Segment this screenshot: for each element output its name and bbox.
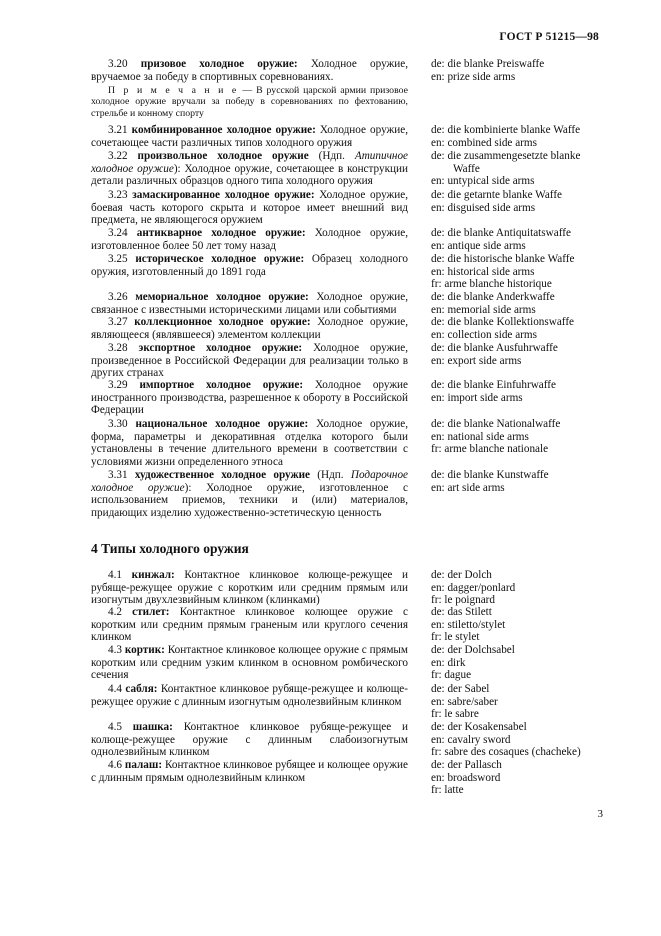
translations: de: der Pallasch en: broadsword fr: latte	[431, 759, 502, 796]
section-heading: 4 Типы холодного оружия	[91, 541, 249, 556]
translations: de: die zusammengesetzte blanke Waffe en: untypical side arms	[431, 150, 581, 187]
definition: 4.6 палаш: Контактное клинковое рубящее и колющее оружие с длинным прямым однолезвийным клинком	[91, 759, 408, 784]
term: антикварное холодное оружие:	[136, 227, 306, 239]
translations: de: die blanke Ausfuhrwaffe en: export side arms	[431, 342, 558, 367]
translations: de: die blanke Kollektionswaffe en: collection side arms	[431, 316, 575, 341]
translations: de: die blanke Anderkwaffe en: memorial side arms	[431, 291, 555, 316]
translations: de: der Kosakensabel en: cavalry sword fr: sabre des cosaques (chacheke)	[431, 721, 581, 758]
term: комбинированное холодное оружие:	[131, 124, 316, 136]
page-number: 3	[597, 808, 603, 820]
term: кортик:	[124, 644, 165, 656]
translations: de: die blanke Kunstwaffe en: art side arms	[431, 469, 549, 494]
term: импортное холодное оружие:	[139, 379, 304, 391]
definition: 3.20 призовое холодное оружие: Холодное оружие, вручаемое за победу в спортивных соревнованиях.	[91, 58, 409, 83]
term: экспортное холодное оружие:	[138, 342, 303, 354]
definition: 4.3 кортик: Контактное клинковое колющее оружие с прямым коротким или средним узким клинком в основном ромбического сечения	[91, 644, 408, 681]
term: художественное холодное оружие	[134, 469, 310, 481]
definition: 3.31 художественное холодное оружие (Ндп. Подарочное холодное оружие): Холодное оружие, изготовленное с использованием приемов, техники и (или) материалов, придающих изделию художественно-эстетическую ценность	[91, 469, 409, 519]
term: палаш:	[124, 759, 163, 771]
definition: 3.27 коллекционное холодное оружие: Холодное оружие, являющееся (являвшееся) элементом коллекции	[91, 316, 409, 341]
term: историческое холодное оружие:	[135, 253, 305, 265]
definition: 4.2 стилет: Контактное клинковое колющее оружие с коротким или средним прямым граненым или круглого сечения клинком	[91, 606, 409, 643]
note-label: П р и м е ч а н и е	[108, 85, 239, 96]
translations: de: der Sabel en: sabre/saber fr: le sabre	[431, 683, 498, 720]
term: коллекционное холодное оружие:	[134, 316, 311, 328]
translations: de: die blanke Antiquitatswaffe en: antique side arms	[431, 227, 571, 252]
term: национальное холодное оружие:	[135, 418, 309, 430]
definition: 4.1 кинжал: Контактное клинковое колюще-режущее и рубяще-режущее оружие с коротким или средним прямым или изогнутым двухлезвийным клинком (клинками)	[91, 569, 408, 606]
definition: 3.21 комбинированное холодное оружие: Холодное оружие, сочетающее части различных типов холодного оружия	[91, 124, 409, 149]
document-id-header: ГОСТ Р 51215—98	[499, 31, 599, 43]
translations: de: die blanke Nationalwaffe en: national side arms fr: arme blanche nationale	[431, 418, 561, 455]
term: сабля:	[125, 683, 158, 695]
definition: 3.29 импортное холодное оружие: Холодное оружие иностранного производства, разрешенное к обороту в Российской Федерации	[91, 379, 409, 416]
translations: de: der Dolchsabel en: dirk fr: dague	[431, 644, 515, 681]
definition: 3.22 произвольное холодное оружие (Ндп. Атипичное холодное оружие): Холодное оружие, сочетающее в конструкции детали различных образцов одного типа холодного оружия	[91, 150, 409, 187]
translations: de: die blanke Preiswaffe en: prize side arms	[431, 58, 545, 83]
definition: 3.30 национальное холодное оружие: Холодное оружие, форма, параметры и декоративная отделка которого были установлены в течение длительного времени в соответствии с условиями жизни определенного этноса	[91, 418, 409, 468]
definition: 3.26 мемориальное холодное оружие: Холодное оружие, связанное с известными историческими лицами или событиями	[91, 291, 409, 316]
term: шашка:	[132, 721, 173, 733]
definition: 3.24 антикварное холодное оружие: Холодное оружие, изготовленное более 50 лет тому назад	[91, 227, 409, 252]
term: стилет:	[132, 606, 170, 618]
term: призовое холодное оружие:	[140, 58, 298, 70]
translations: de: die getarnte blanke Waffe en: disguised side arms	[431, 189, 563, 214]
definition: 4.4 сабля: Контактное клинковое рубяще-режущее и колюще-режущее оружие с длинным изогнутым однолезвийным клинком	[91, 683, 409, 708]
translations: de: die historische blanke Waffe en: historical side arms fr: arme blanche historique	[431, 253, 575, 290]
translations: de: die kombinierte blanke Waffe en: combined side arms	[431, 124, 581, 149]
note-text: П р и м е ч а н и е — В русской царской армии призовое холодное оружие вручали за победу в соревнованиях по фехтованию, стрельбе и конному спорту	[91, 85, 408, 119]
term: мемориальное холодное оружие:	[135, 291, 309, 303]
definition: 4.5 шашка: Контактное клинковое рубяще-режущее и колюще-режущее оружие с длинным слабоизогнутым однолезвийным клинком	[91, 721, 408, 758]
term: кинжал:	[131, 569, 175, 581]
definition: 3.25 историческое холодное оружие: Образец холодного оружия, изготовленный до 1891 года	[91, 253, 408, 278]
translations: de: das Stilett en: stiletto/stylet fr: le stylet	[431, 606, 506, 643]
translations: de: die blanke Einfuhrwaffe en: import side arms	[431, 379, 556, 404]
translations: de: der Dolch en: dagger/ponlard fr: le poignard	[431, 569, 516, 606]
definition: 3.28 экспортное холодное оружие: Холодное оружие, произведенное в Российской Федерации для реализации только в других странах	[91, 342, 409, 379]
term: замаскированное холодное оружие:	[132, 189, 315, 201]
term: произвольное холодное оружие	[137, 150, 309, 162]
definition: 3.23 замаскированное холодное оружие: Холодное оружие, боевая часть которого скрыта и которое имеет внешний вид предмета, не являющегося оружием	[91, 189, 408, 226]
